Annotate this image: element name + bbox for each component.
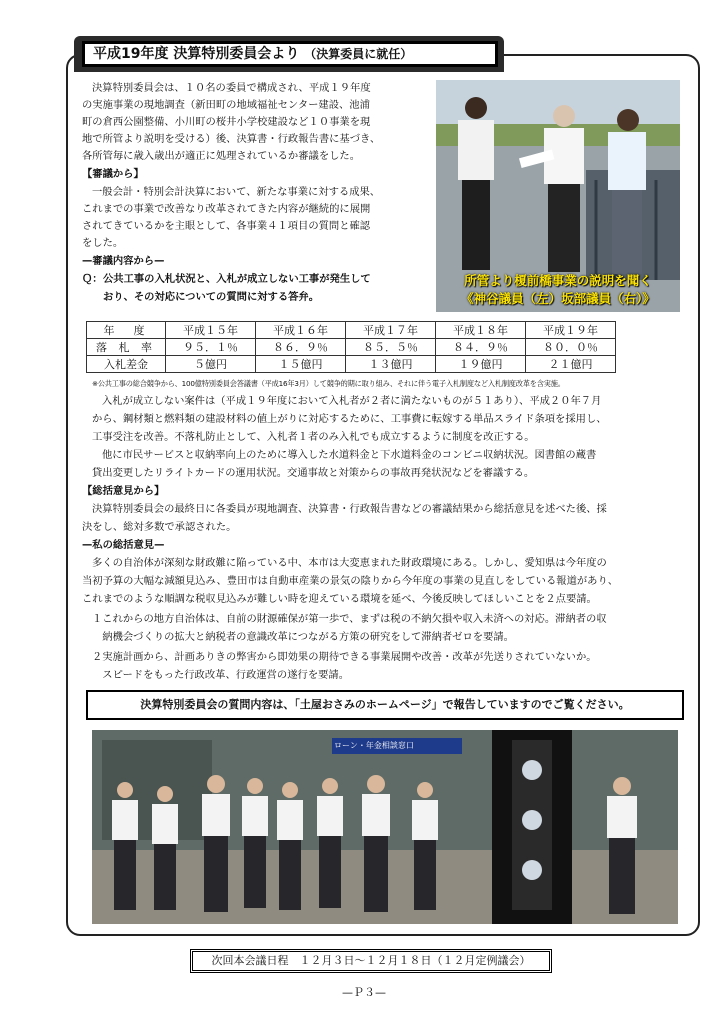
intro-line: 各所管毎に歳入歳出が適正に処理されているか審議をした。 bbox=[82, 150, 361, 162]
bank-sign: ローン・年金相談窓口 bbox=[334, 741, 414, 750]
table-header-cell: 平成１８年 bbox=[436, 322, 526, 339]
photo1-caption-line1: 所管より榎前橋事業の説明を聞く bbox=[464, 273, 652, 288]
watashi-line: 当初予算の大幅な減額見込み、豊田市は自動車産業の景気の陰りから今年度の事業の見直しをしている報道があり、 bbox=[82, 575, 619, 587]
sokatsu-line: 決算特別委員会の最終日に各委員が現地調査、決算書・行政報告書などの審議結果から総括意見を述べた後、採 bbox=[92, 503, 607, 515]
table-row bbox=[87, 322, 616, 339]
bid-rate-table bbox=[86, 321, 616, 373]
watashi-line: これまでのような順調な税収見込みが難しい時を迎えている環境を延べ、今後反映してほしいことを２点要請。 bbox=[82, 593, 597, 605]
table-cell: １９億円 bbox=[436, 356, 526, 373]
sokatsu-heading: 【総括意見から】 bbox=[82, 485, 165, 497]
intro-line: 地で所管より説明を受ける）後、決算書・行政報告書に基づき、 bbox=[82, 133, 381, 145]
table-cell: ８０．０％ bbox=[526, 339, 616, 356]
answer-line: 工事受注を改善。不落札防止として、入札者１者のみ入札でも成立するように制度を改正する。 bbox=[92, 431, 535, 443]
sokatsu-line: 決をし、総対多数で承認された。 bbox=[82, 521, 237, 533]
shingi-line: 一般会計・特別会計決算において、新たな事業に対する成果、 bbox=[92, 186, 381, 198]
table-header-cell: 平成１９年 bbox=[526, 322, 616, 339]
page-title bbox=[82, 41, 498, 67]
answer-line: 他に市民サービスと収納率向上のために導入した水道料金と下水道料金のコンビニ収納状況。図書館の蔵書 bbox=[102, 449, 597, 461]
shingi-sub: —審議内容から— bbox=[82, 255, 165, 267]
point-line: 納機会づくりの拡大と納税者の意識改革につながる方策の研究をして滞納者ゼロを要請。 bbox=[92, 631, 514, 643]
shingi-line: これまでの事業で改善なり改革されてきた内容が継続的に展開 bbox=[82, 203, 371, 215]
answer-line: 入札が成立しない案件は（平成１９年度において入札者が２者に満たないものが５１あり）、平成２０年７月 bbox=[102, 395, 602, 407]
question-line: おり、その対応についての質問に対する答弁。 bbox=[103, 291, 320, 303]
page-number: —Ｐ３— bbox=[342, 986, 386, 999]
homepage-banner: 決算特別委員会の質問内容は、「土屋おさみのホームページ」で報告していますのでご覧ください。 bbox=[86, 690, 684, 720]
table-cell: ９５．１％ bbox=[166, 339, 256, 356]
table-header-cell: 年 度 bbox=[87, 322, 166, 339]
table-row bbox=[87, 339, 616, 356]
question-line: 公共工事の入札状況と、入札が成立しない工事が発生して bbox=[103, 273, 371, 285]
table-cell: ８４．９％ bbox=[436, 339, 526, 356]
table-cell: ５億円 bbox=[166, 356, 256, 373]
shingi-line: をした。 bbox=[82, 237, 124, 249]
table-header-cell: 平成１７年 bbox=[346, 322, 436, 339]
next-session-schedule: 次回本会議日程 １２月３日〜１２月１８日（１２月定例議会） bbox=[190, 949, 552, 973]
title-sub: （決算委員に就任） bbox=[304, 47, 413, 61]
site-visit-illustration bbox=[92, 730, 678, 924]
photo1-caption-line2: 《神谷議員（左）坂部議員（右）》 bbox=[461, 291, 655, 306]
watashi-heading: —私の総括意見— bbox=[82, 539, 165, 551]
answer-line: 貸出変更したリライトカードの運用状況。交通事故と対策からの事故再発状況などを審議する。 bbox=[92, 467, 535, 479]
committee-site-visit-photo bbox=[92, 730, 678, 924]
intro-line: の実施事業の現地調査（新田町の地域福祉センター建設、池浦 bbox=[82, 99, 370, 111]
answer-line: から、鋼材類と燃料類の建設材料の値上がりに対応するために、工事費に転嫁する単品スライド条項を採用し、 bbox=[92, 413, 607, 425]
title-main: 平成19年度 決算特別委員会より bbox=[93, 46, 300, 62]
table-cell: ２１億円 bbox=[526, 356, 616, 373]
point-line: スピードをもった行政改革、行政運営の遂行を要請。 bbox=[92, 669, 350, 681]
point-line: ２実施計画から、計画ありきの弊害から即効果の期待できる事業展開や改善・改革が先送りされていないか。 bbox=[92, 651, 597, 663]
bridge-inspection-photo bbox=[436, 80, 680, 312]
table-row-label: 入札差金 bbox=[87, 356, 166, 373]
table-cell: １５億円 bbox=[256, 356, 346, 373]
intro-line: 決算特別委員会は、１０名の委員で構成され、平成１９年度 bbox=[92, 82, 371, 94]
table-header-cell: 平成１６年 bbox=[256, 322, 346, 339]
table-header-cell: 平成１５年 bbox=[166, 322, 256, 339]
shingi-heading: 【審議から】 bbox=[82, 168, 144, 180]
intro-line: 町の倉西公園整備、小川町の桜井小学校建設など１０事業を現 bbox=[82, 116, 371, 128]
table-row-label: 落 札 率 bbox=[87, 339, 166, 356]
table-footnote: ※公共工事の総合競争から、100億特別委員会答議書（平成16年3月）して競争的期に取り組み、それに伴う電子入札制度など入札制度改革を含実施。 bbox=[92, 379, 565, 388]
shingi-line: されてきているかを主眼として、各事業４１項目の質問と確認 bbox=[82, 220, 371, 232]
question-label: Ｑ： bbox=[82, 273, 103, 285]
table-cell: ８６．９％ bbox=[256, 339, 346, 356]
table-row bbox=[87, 356, 616, 373]
table-cell: １３億円 bbox=[346, 356, 436, 373]
table-cell: ８５．５％ bbox=[346, 339, 436, 356]
point-line: １これからの地方自治体は、自前の財源確保が第一歩で、まずは税の不納欠損や収入未済への対応。滞納者の収 bbox=[92, 613, 607, 625]
watashi-line: 多くの自治体が深刻な財政難に陥っている中、本市は大変恵まれた財政環境にある。しかし、愛知県は今年度の bbox=[92, 557, 607, 569]
